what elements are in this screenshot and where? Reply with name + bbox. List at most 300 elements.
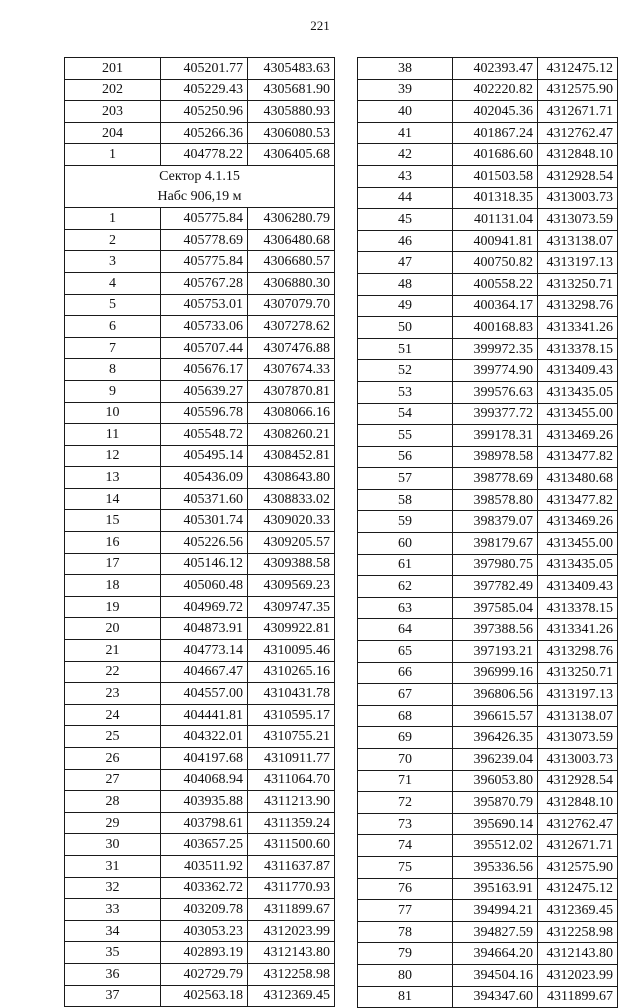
table-row: [65, 380, 335, 402]
table-row: [65, 58, 335, 80]
table-row: [358, 835, 618, 857]
point-number-cell: 2: [65, 229, 161, 251]
point-number-cell: 30: [65, 834, 161, 856]
coord-x-cell: 405753.01: [161, 294, 248, 316]
coord-x-cell: 403209.78: [161, 899, 248, 921]
point-number-cell: 66: [358, 662, 453, 684]
page-number: 221: [310, 18, 330, 33]
table-row: [358, 425, 618, 447]
point-number-cell: 23: [65, 683, 161, 705]
point-number-cell: 8: [65, 359, 161, 381]
point-number-cell: 56: [358, 446, 453, 468]
point-number-cell: 40: [358, 101, 453, 123]
coord-x-cell: 404667.47: [161, 661, 248, 683]
coord-x-cell: 403053.23: [161, 920, 248, 942]
table-row: [358, 468, 618, 490]
point-number-cell: 22: [65, 661, 161, 683]
table-row: [65, 683, 335, 705]
coordinates-table-right: [357, 57, 618, 1008]
table-row: [65, 316, 335, 338]
coord-x-cell: 404068.94: [161, 769, 248, 791]
table-row: [358, 900, 618, 922]
point-number-cell: 43: [358, 165, 453, 187]
coord-y-cell: 4309020.33: [248, 510, 335, 532]
coord-x-cell: 405767.28: [161, 272, 248, 294]
table-row: [65, 402, 335, 424]
point-number-cell: 14: [65, 488, 161, 510]
table-row: [358, 986, 618, 1008]
coord-y-cell: 4306480.68: [248, 229, 335, 251]
table-row: [358, 381, 618, 403]
table-row: [358, 619, 618, 641]
point-number-cell: 72: [358, 792, 453, 814]
coord-x-cell: 396239.04: [453, 749, 538, 771]
coord-y-cell: 4305681.90: [248, 79, 335, 101]
point-number-cell: 55: [358, 425, 453, 447]
table-row: [65, 144, 335, 166]
point-number-cell: 60: [358, 533, 453, 555]
table-row: [65, 726, 335, 748]
coord-x-cell: 402563.18: [161, 985, 248, 1007]
point-number-cell: 17: [65, 553, 161, 575]
point-number-cell: 41: [358, 122, 453, 144]
table-row: [65, 704, 335, 726]
coord-x-cell: 400941.81: [453, 230, 538, 252]
coord-x-cell: 405548.72: [161, 424, 248, 446]
sector-header: [65, 165, 335, 207]
coord-x-cell: 405229.43: [161, 79, 248, 101]
coord-y-cell: 4313003.73: [538, 749, 618, 771]
coord-x-cell: 402729.79: [161, 963, 248, 985]
table-row: [65, 596, 335, 618]
point-number-cell: 3: [65, 251, 161, 273]
point-number-cell: 50: [358, 317, 453, 339]
table-row: [65, 855, 335, 877]
coord-y-cell: 4313455.00: [538, 533, 618, 555]
sector-elevation-row: [65, 187, 335, 208]
coord-y-cell: 4313409.43: [538, 576, 618, 598]
coord-x-cell: 401503.58: [453, 165, 538, 187]
table-row: [358, 58, 618, 80]
coord-y-cell: 4306405.68: [248, 144, 335, 166]
coord-y-cell: 4307870.81: [248, 380, 335, 402]
coord-x-cell: 405146.12: [161, 553, 248, 575]
coord-y-cell: 4311500.60: [248, 834, 335, 856]
coord-x-cell: 397980.75: [453, 554, 538, 576]
table-row: [358, 317, 618, 339]
coord-x-cell: 399576.63: [453, 381, 538, 403]
table-row: [358, 597, 618, 619]
table-row: [65, 920, 335, 942]
point-number-cell: 80: [358, 964, 453, 986]
coord-y-cell: 4306280.79: [248, 208, 335, 230]
point-number-cell: 44: [358, 187, 453, 209]
coord-x-cell: 398379.07: [453, 511, 538, 533]
coord-y-cell: 4312928.54: [538, 770, 618, 792]
table-row: [65, 337, 335, 359]
coord-x-cell: 398578.80: [453, 489, 538, 511]
coord-x-cell: 394664.20: [453, 943, 538, 965]
table-row: [358, 878, 618, 900]
coord-x-cell: 395690.14: [453, 813, 538, 835]
point-number-cell: 62: [358, 576, 453, 598]
table-row: [65, 618, 335, 640]
coord-x-cell: 397782.49: [453, 576, 538, 598]
point-number-cell: 42: [358, 144, 453, 166]
point-number-cell: 73: [358, 813, 453, 835]
point-number-cell: 1: [65, 208, 161, 230]
point-number-cell: 16: [65, 532, 161, 554]
point-number-cell: 25: [65, 726, 161, 748]
point-number-cell: 203: [65, 101, 161, 123]
table-row: [65, 553, 335, 575]
coord-x-cell: 404197.68: [161, 748, 248, 770]
coord-x-cell: 396806.56: [453, 684, 538, 706]
table-row: [358, 273, 618, 295]
table-row: [358, 79, 618, 101]
table-row: [358, 641, 618, 663]
table-row: [65, 208, 335, 230]
point-number-cell: 19: [65, 596, 161, 618]
coord-x-cell: 399178.31: [453, 425, 538, 447]
coord-x-cell: 403511.92: [161, 855, 248, 877]
coord-x-cell: 405436.09: [161, 467, 248, 489]
table-row: [358, 813, 618, 835]
table-row: [358, 101, 618, 123]
table-row: [65, 79, 335, 101]
coord-y-cell: 4308643.80: [248, 467, 335, 489]
point-number-cell: 48: [358, 273, 453, 295]
table-row: [358, 921, 618, 943]
table-row: [65, 510, 335, 532]
table-row: [358, 165, 618, 187]
point-number-cell: 204: [65, 122, 161, 144]
coord-x-cell: 394827.59: [453, 921, 538, 943]
coord-y-cell: 4305483.63: [248, 58, 335, 80]
point-number-cell: 10: [65, 402, 161, 424]
coord-y-cell: 4311637.87: [248, 855, 335, 877]
point-number-cell: 31: [65, 855, 161, 877]
coord-y-cell: 4312369.45: [538, 900, 618, 922]
table-row: [65, 424, 335, 446]
coord-y-cell: 4310095.46: [248, 640, 335, 662]
table-row: [65, 791, 335, 813]
coord-y-cell: 4313469.26: [538, 425, 618, 447]
table-row: [358, 792, 618, 814]
point-number-cell: 59: [358, 511, 453, 533]
coord-x-cell: 400558.22: [453, 273, 538, 295]
table-row: [358, 727, 618, 749]
point-number-cell: 65: [358, 641, 453, 663]
coord-y-cell: 4313469.26: [538, 511, 618, 533]
point-number-cell: 69: [358, 727, 453, 749]
table-row: [65, 640, 335, 662]
coord-y-cell: 4312671.71: [538, 835, 618, 857]
coord-y-cell: 4313480.68: [538, 468, 618, 490]
coord-y-cell: 4309747.35: [248, 596, 335, 618]
point-number-cell: 74: [358, 835, 453, 857]
left-bottom-rows: [65, 208, 335, 1007]
coord-y-cell: 4312023.99: [248, 920, 335, 942]
coord-x-cell: 403657.25: [161, 834, 248, 856]
table-row: [358, 554, 618, 576]
coord-x-cell: 394504.16: [453, 964, 538, 986]
point-number-cell: 58: [358, 489, 453, 511]
coord-y-cell: 4309922.81: [248, 618, 335, 640]
coord-y-cell: 4312023.99: [538, 964, 618, 986]
point-number-cell: 12: [65, 445, 161, 467]
coord-y-cell: 4312762.47: [538, 122, 618, 144]
table-row: [358, 533, 618, 555]
table-row: [358, 252, 618, 274]
left-top-rows: [65, 58, 335, 166]
table-row: [358, 403, 618, 425]
table-row: [65, 963, 335, 985]
coord-x-cell: 405778.69: [161, 229, 248, 251]
table-row: [358, 187, 618, 209]
coord-x-cell: 394347.60: [453, 986, 538, 1008]
coord-x-cell: 405495.14: [161, 445, 248, 467]
coord-y-cell: 4312575.90: [538, 79, 618, 101]
point-number-cell: 68: [358, 705, 453, 727]
coord-x-cell: 396615.57: [453, 705, 538, 727]
point-number-cell: 20: [65, 618, 161, 640]
coord-x-cell: 395512.02: [453, 835, 538, 857]
coord-x-cell: 398778.69: [453, 468, 538, 490]
coord-x-cell: 396053.80: [453, 770, 538, 792]
point-number-cell: 54: [358, 403, 453, 425]
point-number-cell: 76: [358, 878, 453, 900]
coord-x-cell: 405775.84: [161, 208, 248, 230]
point-number-cell: 13: [65, 467, 161, 489]
table-row: [358, 662, 618, 684]
point-number-cell: 39: [358, 79, 453, 101]
point-number-cell: 71: [358, 770, 453, 792]
coord-x-cell: 394994.21: [453, 900, 538, 922]
coord-y-cell: 4313298.76: [538, 295, 618, 317]
coord-x-cell: 400168.83: [453, 317, 538, 339]
coord-y-cell: 4313477.82: [538, 446, 618, 468]
coord-y-cell: 4313197.13: [538, 684, 618, 706]
point-number-cell: 201: [65, 58, 161, 80]
point-number-cell: 37: [65, 985, 161, 1007]
point-number-cell: 15: [65, 510, 161, 532]
coord-x-cell: 404441.81: [161, 704, 248, 726]
point-number-cell: 36: [65, 963, 161, 985]
coord-x-cell: 401318.35: [453, 187, 538, 209]
point-number-cell: 29: [65, 812, 161, 834]
table-row: [65, 251, 335, 273]
coord-y-cell: 4312369.45: [248, 985, 335, 1007]
point-number-cell: 33: [65, 899, 161, 921]
coord-x-cell: 402393.47: [453, 58, 538, 80]
point-number-cell: 81: [358, 986, 453, 1008]
coord-x-cell: 398978.58: [453, 446, 538, 468]
coord-y-cell: 4306680.57: [248, 251, 335, 273]
point-number-cell: 202: [65, 79, 161, 101]
coord-x-cell: 397388.56: [453, 619, 538, 641]
coord-y-cell: 4313138.07: [538, 705, 618, 727]
coord-y-cell: 4312475.12: [538, 58, 618, 80]
coord-x-cell: 405266.36: [161, 122, 248, 144]
coord-x-cell: 403935.88: [161, 791, 248, 813]
coord-x-cell: 397585.04: [453, 597, 538, 619]
point-number-cell: 52: [358, 360, 453, 382]
coord-x-cell: 404322.01: [161, 726, 248, 748]
coord-x-cell: 401867.24: [453, 122, 538, 144]
table-row: [65, 488, 335, 510]
coord-x-cell: 403798.61: [161, 812, 248, 834]
table-row: [65, 661, 335, 683]
table-row: [358, 295, 618, 317]
table-row: [358, 749, 618, 771]
point-number-cell: 9: [65, 380, 161, 402]
table-row: [65, 229, 335, 251]
table-row: [65, 899, 335, 921]
point-number-cell: 24: [65, 704, 161, 726]
point-number-cell: 57: [358, 468, 453, 490]
table-row: [65, 272, 335, 294]
coord-x-cell: 395870.79: [453, 792, 538, 814]
table-row: [358, 684, 618, 706]
coord-y-cell: 4313477.82: [538, 489, 618, 511]
coord-x-cell: 395163.91: [453, 878, 538, 900]
point-number-cell: 77: [358, 900, 453, 922]
table-row: [65, 748, 335, 770]
coord-x-cell: 396426.35: [453, 727, 538, 749]
point-number-cell: 4: [65, 272, 161, 294]
point-number-cell: 78: [358, 921, 453, 943]
coord-y-cell: 4312848.10: [538, 792, 618, 814]
coord-x-cell: 402220.82: [453, 79, 538, 101]
coord-x-cell: 405707.44: [161, 337, 248, 359]
coord-y-cell: 4313138.07: [538, 230, 618, 252]
coord-y-cell: 4312848.10: [538, 144, 618, 166]
coord-y-cell: 4312258.98: [538, 921, 618, 943]
coord-y-cell: 4313250.71: [538, 273, 618, 295]
coord-x-cell: 403362.72: [161, 877, 248, 899]
point-number-cell: 5: [65, 294, 161, 316]
coord-y-cell: 4312575.90: [538, 856, 618, 878]
point-number-cell: 11: [65, 424, 161, 446]
coord-y-cell: 4307674.33: [248, 359, 335, 381]
point-number-cell: 45: [358, 209, 453, 231]
sector-title-row: [65, 165, 335, 186]
table-row: [65, 445, 335, 467]
coord-y-cell: 4312762.47: [538, 813, 618, 835]
coord-y-cell: 4310265.16: [248, 661, 335, 683]
coord-x-cell: 405639.27: [161, 380, 248, 402]
coord-x-cell: 400750.82: [453, 252, 538, 274]
right-rows: [358, 58, 618, 1008]
point-number-cell: 21: [65, 640, 161, 662]
point-number-cell: 53: [358, 381, 453, 403]
point-number-cell: 47: [358, 252, 453, 274]
coord-x-cell: 405201.77: [161, 58, 248, 80]
coord-x-cell: 404969.72: [161, 596, 248, 618]
coord-x-cell: 396999.16: [453, 662, 538, 684]
coord-y-cell: 4306080.53: [248, 122, 335, 144]
table-row: [358, 230, 618, 252]
coord-y-cell: 4313003.73: [538, 187, 618, 209]
coord-x-cell: 405371.60: [161, 488, 248, 510]
coord-y-cell: 4312475.12: [538, 878, 618, 900]
coord-y-cell: 4312143.80: [538, 943, 618, 965]
table-row: [65, 467, 335, 489]
table-row: [65, 575, 335, 597]
coord-x-cell: 404873.91: [161, 618, 248, 640]
point-number-cell: 75: [358, 856, 453, 878]
coord-y-cell: 4313298.76: [538, 641, 618, 663]
coord-y-cell: 4310431.78: [248, 683, 335, 705]
point-number-cell: 79: [358, 943, 453, 965]
table-row: [358, 122, 618, 144]
coord-y-cell: 4313435.05: [538, 381, 618, 403]
table-row: [358, 770, 618, 792]
coord-x-cell: 404778.22: [161, 144, 248, 166]
table-row: [65, 877, 335, 899]
table-row: [65, 294, 335, 316]
coord-x-cell: 402045.36: [453, 101, 538, 123]
coord-y-cell: 4313455.00: [538, 403, 618, 425]
table-row: [65, 942, 335, 964]
coord-y-cell: 4308260.21: [248, 424, 335, 446]
point-number-cell: 18: [65, 575, 161, 597]
point-number-cell: 28: [65, 791, 161, 813]
coord-x-cell: 399377.72: [453, 403, 538, 425]
point-number-cell: 49: [358, 295, 453, 317]
coord-y-cell: 4313341.26: [538, 317, 618, 339]
coord-y-cell: 4313341.26: [538, 619, 618, 641]
coord-x-cell: 399972.35: [453, 338, 538, 360]
table-row: [358, 446, 618, 468]
table-row: [358, 705, 618, 727]
table-row: [65, 532, 335, 554]
point-number-cell: 35: [65, 942, 161, 964]
coord-y-cell: 4310755.21: [248, 726, 335, 748]
coord-y-cell: 4310911.77: [248, 748, 335, 770]
table-row: [358, 576, 618, 598]
table-row: [65, 834, 335, 856]
point-number-cell: 7: [65, 337, 161, 359]
coord-x-cell: 405676.17: [161, 359, 248, 381]
table-row: [358, 511, 618, 533]
coord-x-cell: 395336.56: [453, 856, 538, 878]
point-number-cell: 1: [65, 144, 161, 166]
coord-y-cell: 4313197.13: [538, 252, 618, 274]
coord-x-cell: 404773.14: [161, 640, 248, 662]
point-number-cell: 46: [358, 230, 453, 252]
coord-y-cell: 4313073.59: [538, 209, 618, 231]
coord-y-cell: 4313378.15: [538, 338, 618, 360]
point-number-cell: 27: [65, 769, 161, 791]
coord-y-cell: 4313435.05: [538, 554, 618, 576]
point-number-cell: 67: [358, 684, 453, 706]
coord-y-cell: 4307079.70: [248, 294, 335, 316]
coord-y-cell: 4313378.15: [538, 597, 618, 619]
table-row: [65, 985, 335, 1007]
point-number-cell: 64: [358, 619, 453, 641]
sector-title: Сектор 4.1.15: [65, 165, 335, 186]
point-number-cell: 34: [65, 920, 161, 942]
point-number-cell: 51: [358, 338, 453, 360]
coord-y-cell: 4311899.67: [538, 986, 618, 1008]
coord-x-cell: 405733.06: [161, 316, 248, 338]
coord-y-cell: 4311359.24: [248, 812, 335, 834]
coord-x-cell: 405226.56: [161, 532, 248, 554]
table-row: [358, 964, 618, 986]
coord-x-cell: 401686.60: [453, 144, 538, 166]
